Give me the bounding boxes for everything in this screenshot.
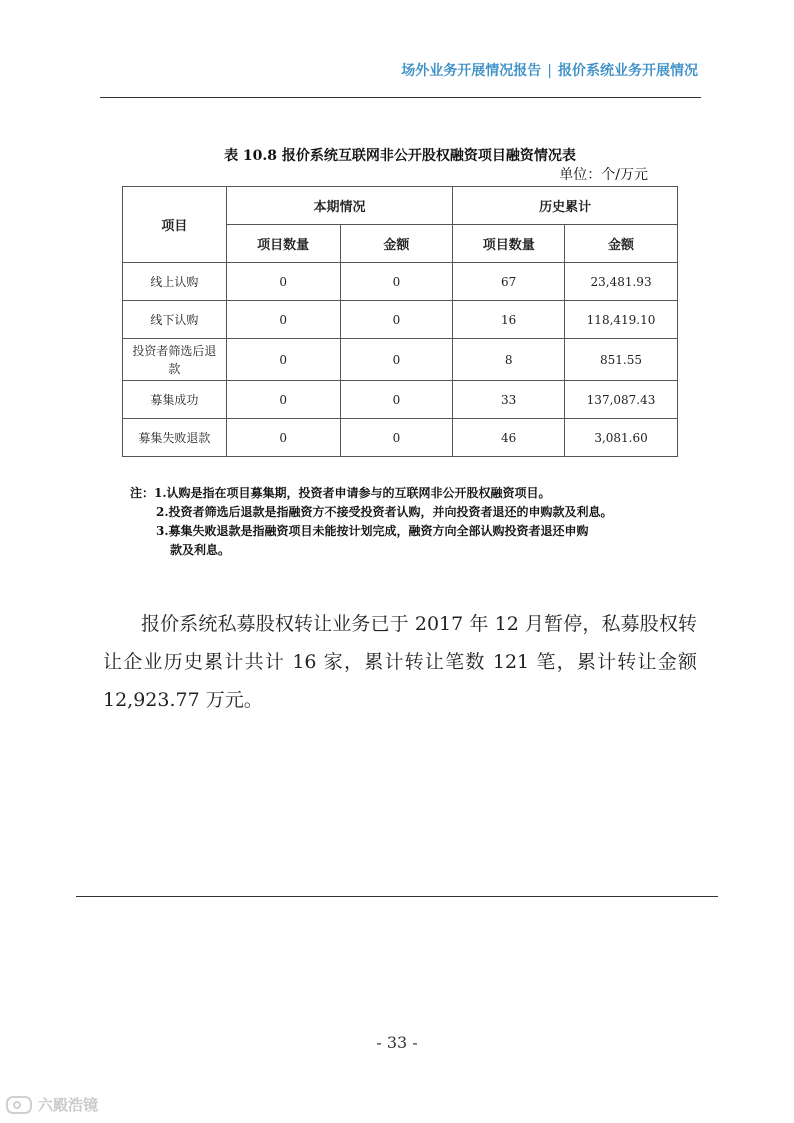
note-3: 3.募集失败退款是指融资项目未能按计划完成，融资方向全部认购投资者退还申购	[156, 524, 589, 538]
cell-history-amount: 137,087.43	[565, 381, 678, 419]
cell-history-amount: 851.55	[565, 339, 678, 381]
header-separator: |	[547, 63, 552, 79]
cell-history-amount: 23,481.93	[565, 263, 678, 301]
cell-current-amount: 0	[340, 381, 453, 419]
cell-current-count: 0	[226, 419, 340, 457]
cell-history-count: 67	[453, 263, 565, 301]
col-item-header: 项目	[123, 187, 227, 263]
cell-current-count: 0	[226, 301, 340, 339]
financing-table	[122, 186, 678, 457]
row-label: 募集成功	[123, 381, 227, 419]
col-group-current: 本期情况	[226, 187, 453, 225]
row-label: 投资者筛选后退款	[123, 339, 227, 381]
cell-current-amount: 0	[340, 263, 453, 301]
row-label: 线下认购	[123, 301, 227, 339]
row-label: 募集失败退款	[123, 419, 227, 457]
table-row	[123, 339, 678, 381]
row-label: 线上认购	[123, 263, 227, 301]
watermark-text: 六殿浩镜	[38, 1096, 99, 1114]
table-notes	[130, 484, 700, 560]
running-header	[401, 60, 698, 80]
cell-current-amount: 0	[340, 339, 453, 381]
cell-history-count: 16	[453, 301, 565, 339]
cell-history-count: 46	[453, 419, 565, 457]
footer-rule	[76, 896, 718, 897]
col-history-count: 项目数量	[453, 225, 565, 263]
col-current-count: 项目数量	[226, 225, 340, 263]
table-row	[123, 419, 678, 457]
col-current-amount: 金额	[340, 225, 453, 263]
cell-current-count: 0	[226, 339, 340, 381]
paragraph-text: 报价系统私募股权转让业务已于 2017 年 12 月暂停，私募股权转让企业历史累计共计 16 家，累计转让笔数 121 笔，累计转让金额 12,923.77 万元。	[103, 613, 697, 711]
cell-history-count: 33	[453, 381, 565, 419]
col-history-amount: 金额	[565, 225, 678, 263]
table-row	[123, 263, 678, 301]
cell-history-amount: 3,081.60	[565, 419, 678, 457]
report-title: 场外业务开展情况报告	[401, 63, 542, 79]
section-title: 报价系统业务开展情况	[558, 63, 698, 79]
cell-current-count: 0	[226, 381, 340, 419]
page-number: - 33 -	[376, 1033, 418, 1052]
table-unit: 单位：个/万元	[559, 167, 648, 183]
table-row	[123, 301, 678, 339]
note-1: 注：1.认购是指在项目募集期，投资者申请参与的互联网非公开股权融资项目。	[130, 486, 551, 500]
table-caption: 表 10.8 报价系统互联网非公开股权融资项目融资情况表	[224, 148, 576, 164]
cell-current-amount: 0	[340, 301, 453, 339]
cell-current-count: 0	[226, 263, 340, 301]
cell-history-count: 8	[453, 339, 565, 381]
watermark	[6, 1094, 98, 1115]
note-3-continued: 款及利息。	[170, 543, 231, 557]
header-rule	[100, 97, 701, 98]
table-row	[123, 381, 678, 419]
watermark-logo-icon	[6, 1096, 32, 1114]
col-group-history: 历史累计	[453, 187, 678, 225]
note-2: 2.投资者筛选后退款是指融资方不接受投资者认购，并向投资者退还的申购款及利息。	[156, 505, 613, 519]
cell-history-amount: 118,419.10	[565, 301, 678, 339]
cell-current-amount: 0	[340, 419, 453, 457]
body-paragraph	[103, 605, 697, 719]
